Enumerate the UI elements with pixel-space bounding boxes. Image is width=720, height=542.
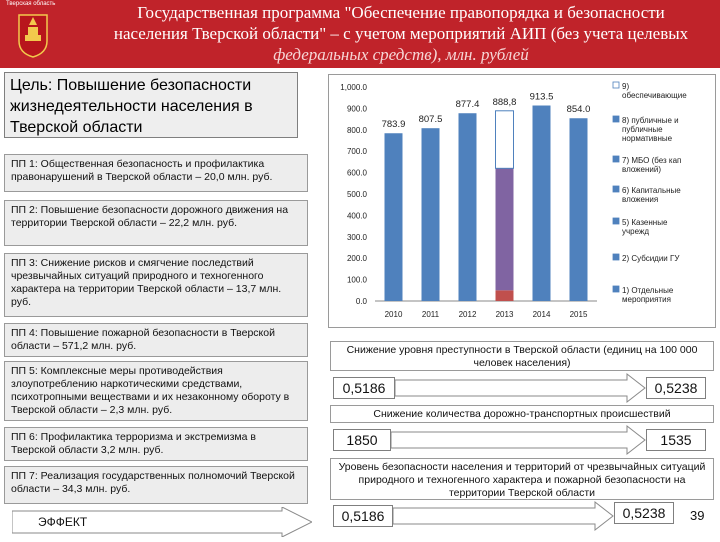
subprogram-7: ПП 7: Реализация государственных полномочий Тверской области – 34,3 млн. руб. [4, 466, 308, 504]
bar [459, 113, 477, 301]
bar-value-label: 888,8 [492, 96, 517, 108]
legend-swatch [613, 116, 619, 122]
legend-label: 2) Субсидии ГУ [622, 254, 680, 263]
bar [422, 128, 440, 301]
goal-text: Повышение безопасности жизнедеятельности населения в Тверской области [10, 77, 253, 136]
effect-label: ЭФФЕКТ [38, 515, 88, 529]
goal-box [4, 72, 298, 138]
legend-label: 1) Отдельные мероприятия [622, 286, 674, 304]
y-tick-label: 1,000.0 [340, 83, 367, 92]
x-tick-label: 2014 [532, 310, 551, 319]
bar-segment [496, 111, 514, 169]
y-tick-label: 400.0 [346, 211, 367, 221]
page-title: Государственная программа "Обеспечение правопорядка и безопасности населения Тверской области" – с учетом мероприятий АИП (без учета целевых федеральных средств), млн. рублей [113, 3, 689, 64]
indicator-2-end: 1535 [646, 429, 706, 451]
logo-text: Тверская область [6, 1, 56, 7]
y-tick-label: 100.0 [346, 275, 367, 285]
legend-swatch [613, 254, 619, 260]
bar-value-label: 877.4 [455, 99, 480, 111]
legend-label: 6) Капитальные вложения [622, 186, 681, 204]
y-tick-label: 700.0 [346, 147, 367, 157]
y-tick-label: 0.0 [355, 297, 367, 306]
legend-swatch [613, 186, 619, 192]
goal-label: Цель: [10, 77, 53, 94]
bar-value-label: 854.0 [566, 104, 591, 116]
indicator-2-start: 1850 [333, 429, 391, 451]
bar [570, 118, 588, 301]
subprogram-6: ПП 6: Профилактика терроризма и экстремизма в Тверской области 3,2 млн. руб. [4, 427, 308, 461]
indicator-1-arrow [395, 372, 647, 404]
subprogram-2: ПП 2: Повышение безопасности дорожного движения на территории Тверской области – 22,2 млн. руб. [4, 200, 308, 246]
y-tick-label: 600.0 [346, 168, 367, 178]
coat-of-arms-icon [10, 3, 56, 63]
budget-chart [328, 74, 716, 328]
x-tick-label: 2012 [458, 310, 477, 319]
header-banner [0, 0, 720, 68]
y-tick-label: 300.0 [346, 232, 367, 242]
indicator-3-arrow [393, 500, 615, 532]
indicator-1-title: Снижение уровня преступности в Тверской области (единиц на 100 000 человек населения) [330, 341, 714, 371]
legend-label: 9) обеспечивающие [622, 82, 687, 100]
bar [533, 106, 551, 301]
subprogram-4: ПП 4: Повышение пожарной безопасности в Тверской области – 571,2 млн. руб. [4, 323, 308, 357]
x-tick-label: 2015 [569, 310, 588, 319]
indicator-3-end: 0,5238 [614, 502, 674, 524]
bar-segment [496, 168, 514, 290]
subprogram-1: ПП 1: Общественная безопасность и профилактика правонарушений в Тверской области – 20,0 млн. руб. [4, 154, 308, 192]
indicator-1-end: 0,5238 [646, 377, 706, 399]
bar-value-label: 807.5 [418, 114, 443, 126]
bar-segment [496, 290, 514, 301]
indicator-3-start: 0,5186 [333, 505, 393, 527]
bar-value-label: 783.9 [381, 119, 406, 131]
y-tick-label: 200.0 [346, 254, 367, 264]
legend-label: 7) МБО (без кап вложений) [622, 156, 682, 174]
legend-swatch [613, 156, 619, 162]
legend-label: 5) Казенные учрежд [622, 218, 668, 236]
page-number: 39 [690, 508, 705, 523]
subprogram-5: ПП 5: Комплексные меры противодействия злоупотреблению наркотическими средствами, психотропными веществами и их незаконному обороту в Тверской области – 2,3 млн. руб. [4, 361, 308, 421]
x-tick-label: 2010 [384, 310, 403, 319]
legend-swatch [613, 218, 619, 224]
indicator-2-arrow [391, 424, 647, 456]
indicator-3-title: Уровень безопасности населения и территорий от чрезвычайных ситуаций природного и техногенного характера и пожарной безопасности на территории Тверской области [330, 458, 714, 500]
legend-label: 8) публичные и публичные нормативные [622, 116, 679, 143]
subprogram-3: ПП 3: Снижение рисков и смягчение последствий чрезвычайных ситуаций природного и техногенного характера на территории Тверской области – 13,7 млн. руб. [4, 253, 308, 317]
legend-swatch [613, 82, 619, 88]
y-tick-label: 900.0 [346, 104, 367, 114]
y-tick-label: 800.0 [346, 125, 367, 135]
bar [385, 133, 403, 301]
x-tick-label: 2011 [421, 310, 440, 319]
y-tick-label: 500.0 [346, 190, 367, 199]
effect-arrow [12, 507, 312, 537]
x-tick-label: 2013 [495, 310, 514, 319]
budget-chart-svg [329, 75, 715, 327]
indicator-1-start: 0,5186 [333, 377, 395, 399]
bar-value-label: 913.5 [529, 91, 554, 103]
indicator-2-title: Снижение количества дорожно-транспортных происшествий [330, 405, 714, 423]
legend-swatch [613, 286, 619, 292]
